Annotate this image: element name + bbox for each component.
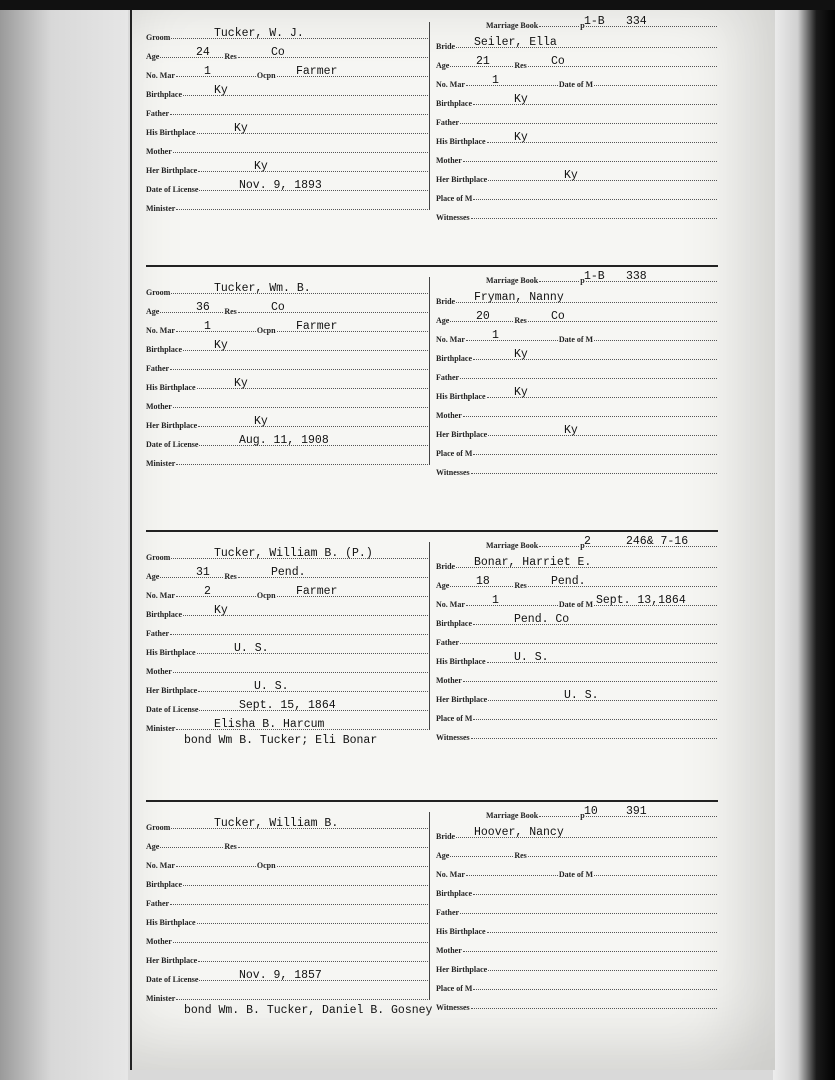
her-birthplace-label: Her Birthplace [146, 421, 198, 430]
his-birthplace-label: His Birthplace [146, 383, 196, 392]
field-row-birthplace [146, 601, 429, 619]
page-label: p [580, 21, 585, 30]
age-label: Age [146, 572, 160, 581]
date-of-license-value: Nov. 9, 1857 [239, 969, 322, 982]
no-mar-value: 1 [204, 320, 211, 333]
field-row-age [146, 298, 429, 316]
mother-label: Mother [436, 411, 462, 420]
field-row-mother [146, 393, 429, 411]
field-row-groom [146, 544, 429, 562]
book-value: 1-B [584, 15, 605, 28]
her-birthplace-label: Her Birthplace [436, 430, 488, 439]
field-row-his-birthplace [146, 374, 429, 392]
minister-label: Minister [146, 459, 176, 468]
her-birthplace-label: Her Birthplace [146, 956, 198, 965]
field-row-age [436, 307, 718, 325]
mother-label: Mother [146, 937, 172, 946]
field-row-her-birthplace [146, 677, 429, 695]
field-row-date-of-license [146, 176, 429, 194]
field-row-place-of-m [436, 185, 718, 203]
father-label: Father [436, 373, 460, 382]
date-of-license-value: Sept. 15, 1864 [239, 699, 336, 712]
column-divider [429, 542, 430, 730]
field-row-father [146, 890, 429, 908]
field-row-her-birthplace [436, 686, 718, 704]
ocpn-value: Farmer [296, 320, 338, 333]
bride-no-mar-value: 1 [492, 329, 499, 342]
no-mar-label: No. Mar [146, 591, 175, 600]
field-row-mother [146, 138, 429, 156]
field-row-date-of-license [146, 966, 429, 984]
date-of-m-label: Date of M [558, 335, 594, 344]
field-row-birthplace [146, 871, 429, 889]
column-divider [429, 277, 430, 465]
field-row-age [436, 572, 718, 590]
field-row-father [436, 364, 718, 382]
field-row-father [146, 620, 429, 638]
field-row-date-of-license [146, 431, 429, 449]
field-row-witnesses [436, 204, 718, 222]
date-of-license-label: Date of License [146, 705, 199, 714]
no-mar-label: No. Mar [436, 80, 465, 89]
her-birthplace-label: Her Birthplace [146, 686, 198, 695]
res-value: Co [271, 301, 285, 314]
field-row-no-mar [146, 317, 429, 335]
age-value: 24 [196, 46, 210, 59]
mother-label: Mother [436, 156, 462, 165]
res-label: Res [514, 316, 527, 325]
mother-label: Mother [436, 946, 462, 955]
age-label: Age [436, 61, 450, 70]
birthplace-label: Birthplace [146, 610, 182, 619]
witnesses-label: Witnesses [436, 1003, 470, 1012]
field-row-no-mar [436, 71, 718, 89]
bride-birthplace-value: Pend. Co [514, 613, 570, 626]
field-row-minister [146, 715, 429, 733]
field-row-place-of-m [436, 975, 718, 993]
witnesses-label: Witnesses [436, 213, 470, 222]
birthplace-label: Birthplace [146, 90, 182, 99]
field-row-birthplace [436, 345, 718, 363]
field-row-no-mar [146, 852, 429, 870]
ocpn-label: Ocpn [256, 71, 276, 80]
column-divider [429, 22, 430, 210]
record-sheet [130, 10, 775, 1070]
marriage-book-line [436, 532, 718, 550]
father-label: Father [146, 109, 170, 118]
field-row-bride [436, 33, 718, 51]
page-label: p [580, 811, 585, 820]
father-label: Father [436, 638, 460, 647]
father-label: Father [146, 899, 170, 908]
groom-label: Groom [146, 33, 171, 42]
field-row-witnesses [436, 459, 718, 477]
marriage-record-3 [132, 530, 775, 785]
field-row-his-birthplace [436, 128, 718, 146]
age-label: Age [436, 316, 450, 325]
groom-label: Groom [146, 553, 171, 562]
field-row-her-birthplace [146, 157, 429, 175]
bride-label: Bride [436, 832, 456, 841]
bride-his-birthplace-value: Ky [514, 131, 528, 144]
age-label: Age [436, 581, 450, 590]
bride-res-value: Pend. [551, 575, 586, 588]
bride-label: Bride [436, 562, 456, 571]
field-row-groom [146, 24, 429, 42]
no-mar-label: No. Mar [436, 335, 465, 344]
mother-label: Mother [146, 667, 172, 676]
field-row-witnesses [436, 724, 718, 742]
place-of-m-label: Place of M [436, 194, 473, 203]
his-birthplace-value: Ky [234, 122, 248, 135]
field-row-birthplace [436, 90, 718, 108]
date-of-license-label: Date of License [146, 185, 199, 194]
ocpn-label: Ocpn [256, 326, 276, 335]
age-value: 31 [196, 566, 210, 579]
marriage-record-4 [132, 800, 775, 1055]
field-row-father [436, 899, 718, 917]
bride-value: Fryman, Nanny [474, 291, 564, 304]
his-birthplace-value: Ky [234, 377, 248, 390]
column-divider [429, 812, 430, 1000]
field-row-groom [146, 279, 429, 297]
no-mar-label: No. Mar [146, 326, 175, 335]
field-row-his-birthplace [146, 909, 429, 927]
birthplace-label: Birthplace [436, 619, 472, 628]
marriage-book-label: Marriage Book [486, 541, 539, 550]
field-row-no-mar [436, 591, 718, 609]
field-row-her-birthplace [436, 956, 718, 974]
book-value: 10 [584, 805, 598, 818]
bride-birthplace-value: Ky [514, 93, 528, 106]
date-of-license-label: Date of License [146, 440, 199, 449]
res-label: Res [514, 851, 527, 860]
page-value: 246& 7-16 [626, 535, 689, 548]
her-birthplace-label: Her Birthplace [436, 965, 488, 974]
father-label: Father [436, 118, 460, 127]
groom-label: Groom [146, 288, 171, 297]
date-of-license-value: Aug. 11, 1908 [239, 434, 329, 447]
ocpn-value: Farmer [296, 585, 338, 598]
date-of-m-label: Date of M [558, 870, 594, 879]
birthplace-label: Birthplace [436, 99, 472, 108]
her-birthplace-value: Ky [254, 160, 268, 173]
no-mar-value: 1 [204, 65, 211, 78]
age-value: 36 [196, 301, 210, 314]
her-birthplace-label: Her Birthplace [146, 166, 198, 175]
his-birthplace-label: His Birthplace [146, 648, 196, 657]
date-of-m-label: Date of M [558, 80, 594, 89]
marriage-book-label: Marriage Book [486, 21, 539, 30]
field-row-birthplace [146, 81, 429, 99]
date-of-m-value: Sept. 13,1864 [596, 594, 686, 607]
page-value: 391 [626, 805, 647, 818]
place-of-m-label: Place of M [436, 449, 473, 458]
field-row-her-birthplace [436, 166, 718, 184]
birthplace-value: Ky [214, 339, 228, 352]
bond-note: bond Wm. B. Tucker, Daniel B. Gosney [184, 1004, 433, 1017]
field-row-mother [146, 658, 429, 676]
field-row-age [436, 52, 718, 70]
his-birthplace-value: U. S. [234, 642, 269, 655]
field-row-his-birthplace [146, 119, 429, 137]
bride-her-birthplace-value: U. S. [564, 689, 599, 702]
date-of-license-label: Date of License [146, 975, 199, 984]
no-mar-label: No. Mar [146, 861, 175, 870]
field-row-his-birthplace [436, 918, 718, 936]
field-row-her-birthplace [146, 947, 429, 965]
his-birthplace-label: His Birthplace [146, 128, 196, 137]
age-label: Age [436, 851, 450, 860]
age-label: Age [146, 842, 160, 851]
field-row-bride [436, 823, 718, 841]
bride-his-birthplace-value: Ky [514, 386, 528, 399]
field-row-minister [146, 985, 429, 1003]
scan-right-margin [773, 0, 835, 1080]
witnesses-label: Witnesses [436, 733, 470, 742]
field-row-bride [436, 553, 718, 571]
marriage-book-line [436, 802, 718, 820]
field-row-place-of-m [436, 705, 718, 723]
father-label: Father [146, 629, 170, 638]
bride-age-value: 20 [476, 310, 490, 323]
field-row-birthplace [146, 336, 429, 354]
bride-label: Bride [436, 297, 456, 306]
bride-value: Bonar, Harriet E. [474, 556, 592, 569]
field-row-birthplace [436, 610, 718, 628]
book-value: 2 [584, 535, 591, 548]
his-birthplace-label: His Birthplace [436, 657, 486, 666]
marriage-record-1 [132, 10, 775, 265]
field-row-groom [146, 814, 429, 832]
her-birthplace-value: Ky [254, 415, 268, 428]
res-value: Co [271, 46, 285, 59]
bride-value: Seiler, Ella [474, 36, 557, 49]
bride-value: Hoover, Nancy [474, 826, 564, 839]
birthplace-label: Birthplace [146, 345, 182, 354]
field-row-her-birthplace [436, 421, 718, 439]
field-row-age [146, 43, 429, 61]
field-row-minister [146, 450, 429, 468]
age-label: Age [146, 52, 160, 61]
birthplace-value: Ky [214, 84, 228, 97]
marriage-record-2 [132, 265, 775, 520]
groom-value: Tucker, William B. (P.) [214, 547, 373, 560]
minister-label: Minister [146, 994, 176, 1003]
date-of-license-value: Nov. 9, 1893 [239, 179, 322, 192]
field-row-bride [436, 288, 718, 306]
bride-age-value: 21 [476, 55, 490, 68]
her-birthplace-value: U. S. [254, 680, 289, 693]
field-row-no-mar [146, 62, 429, 80]
place-of-m-label: Place of M [436, 714, 473, 723]
marriage-book-line [436, 12, 718, 30]
age-label: Age [146, 307, 160, 316]
minister-label: Minister [146, 204, 176, 213]
field-row-no-mar [436, 861, 718, 879]
field-row-witnesses [436, 994, 718, 1012]
field-row-his-birthplace [436, 383, 718, 401]
his-birthplace-label: His Birthplace [436, 927, 486, 936]
field-row-age [146, 833, 429, 851]
bride-label: Bride [436, 42, 456, 51]
field-row-father [436, 629, 718, 647]
field-row-mother [436, 402, 718, 420]
mother-label: Mother [146, 402, 172, 411]
res-label: Res [224, 842, 237, 851]
field-row-age [436, 842, 718, 860]
field-row-his-birthplace [146, 639, 429, 657]
res-label: Res [514, 581, 527, 590]
mother-label: Mother [436, 676, 462, 685]
field-row-no-mar [146, 582, 429, 600]
birthplace-value: Ky [214, 604, 228, 617]
field-row-minister [146, 195, 429, 213]
bride-his-birthplace-value: U. S. [514, 651, 549, 664]
book-value: 1-B [584, 270, 605, 283]
his-birthplace-label: His Birthplace [436, 392, 486, 401]
bride-her-birthplace-value: Ky [564, 424, 578, 437]
page-value: 334 [626, 15, 647, 28]
birthplace-label: Birthplace [146, 880, 182, 889]
scan-top-edge [0, 0, 835, 10]
her-birthplace-label: Her Birthplace [436, 695, 488, 704]
bride-her-birthplace-value: Ky [564, 169, 578, 182]
minister-value: Elisha B. Harcum [214, 718, 325, 731]
bride-no-mar-value: 1 [492, 74, 499, 87]
res-label: Res [514, 61, 527, 70]
res-label: Res [224, 307, 237, 316]
marriage-book-label: Marriage Book [486, 811, 539, 820]
groom-value: Tucker, William B. [214, 817, 339, 830]
father-label: Father [146, 364, 170, 373]
bride-res-value: Co [551, 310, 565, 323]
res-value: Pend. [271, 566, 306, 579]
field-row-mother [436, 667, 718, 685]
field-row-father [146, 355, 429, 373]
marriage-book-label: Marriage Book [486, 276, 539, 285]
field-row-date-of-license [146, 696, 429, 714]
bride-birthplace-value: Ky [514, 348, 528, 361]
no-mar-label: No. Mar [146, 71, 175, 80]
his-birthplace-label: His Birthplace [146, 918, 196, 927]
ocpn-label: Ocpn [256, 861, 276, 870]
field-row-place-of-m [436, 440, 718, 458]
field-row-age [146, 563, 429, 581]
his-birthplace-label: His Birthplace [436, 137, 486, 146]
groom-label: Groom [146, 823, 171, 832]
field-row-mother [436, 147, 718, 165]
minister-label: Minister [146, 724, 176, 733]
father-label: Father [436, 908, 460, 917]
groom-value: Tucker, Wm. B. [214, 282, 311, 295]
bride-res-value: Co [551, 55, 565, 68]
date-of-m-label: Date of M [558, 600, 594, 609]
scan-left-margin [0, 0, 128, 1080]
birthplace-label: Birthplace [436, 354, 472, 363]
marriage-book-line [436, 267, 718, 285]
witnesses-label: Witnesses [436, 468, 470, 477]
place-of-m-label: Place of M [436, 984, 473, 993]
bond-note: bond Wm B. Tucker; Eli Bonar [184, 734, 378, 747]
res-label: Res [224, 52, 237, 61]
bride-no-mar-value: 1 [492, 594, 499, 607]
no-mar-label: No. Mar [436, 870, 465, 879]
groom-value: Tucker, W. J. [214, 27, 304, 40]
birthplace-label: Birthplace [436, 889, 472, 898]
page-value: 338 [626, 270, 647, 283]
field-row-her-birthplace [146, 412, 429, 430]
field-row-mother [436, 937, 718, 955]
mother-label: Mother [146, 147, 172, 156]
page-label: p [580, 276, 585, 285]
field-row-birthplace [436, 880, 718, 898]
her-birthplace-label: Her Birthplace [436, 175, 488, 184]
no-mar-label: No. Mar [436, 600, 465, 609]
no-mar-value: 2 [204, 585, 211, 598]
ocpn-value: Farmer [296, 65, 338, 78]
res-label: Res [224, 572, 237, 581]
field-row-his-birthplace [436, 648, 718, 666]
field-row-father [146, 100, 429, 118]
page-label: p [580, 541, 585, 550]
ocpn-label: Ocpn [256, 591, 276, 600]
field-row-father [436, 109, 718, 127]
bride-age-value: 18 [476, 575, 490, 588]
field-row-mother [146, 928, 429, 946]
field-row-no-mar [436, 326, 718, 344]
